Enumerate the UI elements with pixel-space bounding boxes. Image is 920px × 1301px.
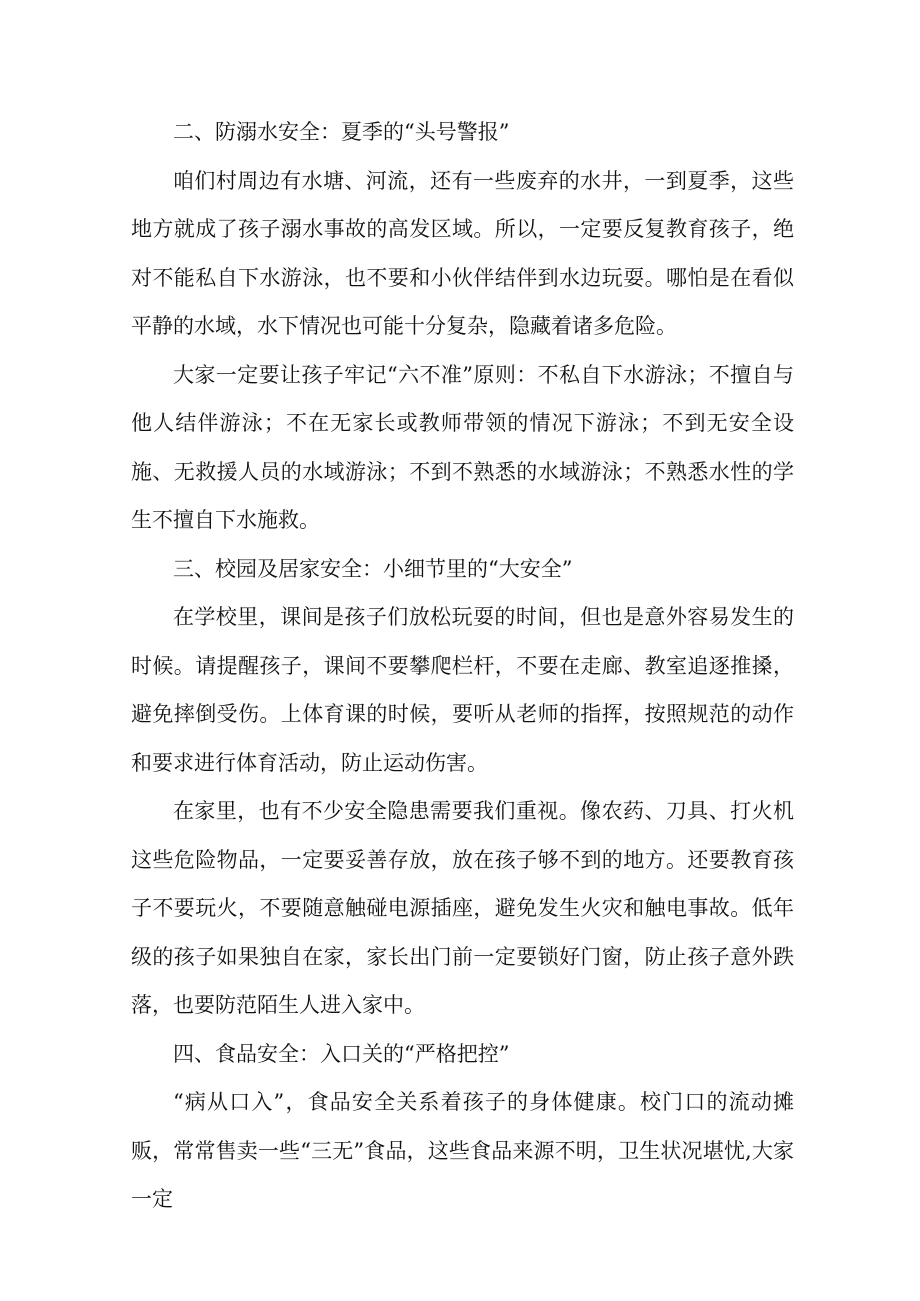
section-heading-food: 四、食品安全：入口关的“严格把控” xyxy=(173,1041,510,1066)
paragraph-six-rules: 大家一定要让孩子牢记“六不准”原则：不私自下水游泳；不擅自与他人结伴游泳；不在无家长或教师带领的情况下游泳；不到无安全设施、无救援人员的水域游泳；不到不熟悉的水域游泳；不熟悉水性的学生不擅自下水施救。 xyxy=(131,362,794,532)
paragraph-school-safety: 在学校里，课间是孩子们放松玩耍的时间，但也是意外容易发生的时候。请提醒孩子，课间不要攀爬栏杆，不要在走廊、教室追逐推搡，避免摔倒受伤。上体育课的时候，要听从老师的指挥，按照规范的动作和要求进行体育活动，防止运动伤害。 xyxy=(131,605,794,775)
paragraph-food-safety: “病从口入”，食品安全关系着孩子的身体健康。校门口的流动摊贩，常常售卖一些“三无”食品，这些食品来源不明，卫生状况堪忧,大家一定 xyxy=(131,1090,794,1211)
section-heading-school-home: 三、校园及居家安全：小细节里的“大安全” xyxy=(173,556,573,581)
section-heading-drowning: 二、防溺水安全：夏季的“头号警报” xyxy=(173,120,510,144)
paragraph-drowning-risk: 咱们村周边有水塘、河流，还有一些废弃的水井，一到夏季，这些地方就成了孩子溺水事故的高发区域。所以，一定要反复教育孩子，绝对不能私自下水游泳，也不要和小伙伴结伴到水边玩耍。哪怕是在看似平静的水域，水下情况也可能十分复杂，隐藏着诸多危险。 xyxy=(131,168,794,338)
paragraph-home-safety: 在家里，也有不少安全隐患需要我们重视。像农药、刀具、打火机这些危险物品，一定要妥善存放，放在孩子够不到的地方。还要教育孩子不要玩火，不要随意触碰电源插座，避免发生火灾和触电事故。低年级的孩子如果独自在家，家长出门前一定要锁好门窗，防止孩子意外跌落，也要防范陌生人进入家中。 xyxy=(131,799,794,1017)
